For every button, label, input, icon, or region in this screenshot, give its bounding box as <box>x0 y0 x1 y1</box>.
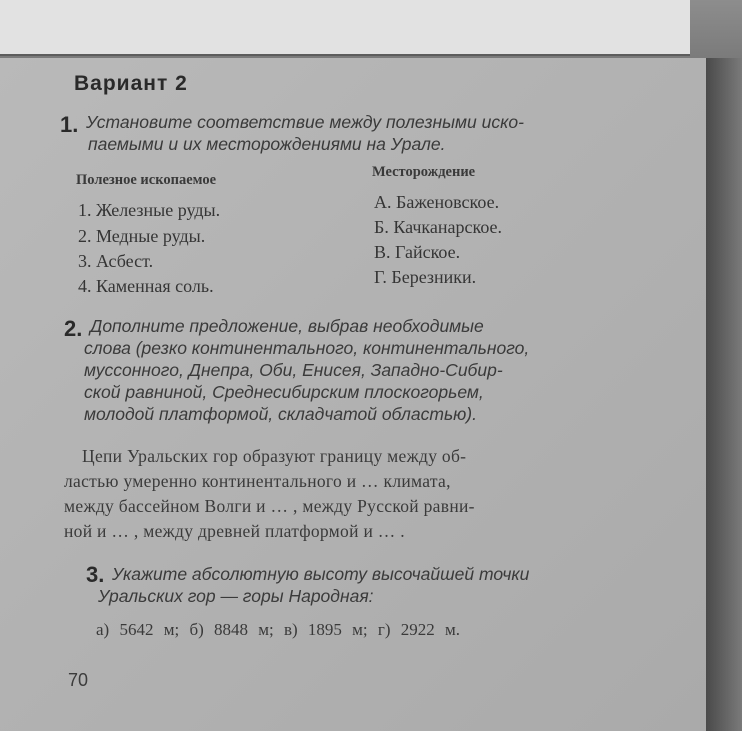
deposit-item: В. Гайское. <box>374 242 461 262</box>
variant-title: Вариант 2 <box>74 72 188 95</box>
mineral-item: 3. Асбест. <box>78 251 154 271</box>
task2-text-line: молодой платформой, складчатой областью). <box>84 404 477 424</box>
deposit-item: Б. Качканарское. <box>374 217 503 237</box>
task2-sentence-line: ной и … , между древней платформой и … . <box>64 521 405 541</box>
mineral-item: 1. Железные руды. <box>78 200 221 220</box>
column-header-deposits: Месторождение <box>372 164 476 180</box>
task1-text-line1: Установите соответствие между полезными иско- <box>86 112 524 132</box>
page-number: 70 <box>68 670 89 690</box>
task2-text-line: ской равниной, Среднесибирским плоскогорьем, <box>84 382 484 402</box>
deposit-item: А. Баженовское. <box>374 192 500 212</box>
task2-sentence-line: ластью умеренно континентального и … климата, <box>64 471 451 491</box>
task3-text-line: Укажите абсолютную высоту высочайшей точки <box>112 564 530 584</box>
task2-text-line: муссонного, Днепра, Оби, Енисея, Западно-Сибир- <box>84 360 503 380</box>
deposit-item: Г. Березники. <box>374 267 477 287</box>
task2-sentence-line: между бассейном Волги и … , между Русской равни- <box>64 496 475 516</box>
mineral-item: 4. Каменная соль. <box>78 276 214 296</box>
task1-text-line2: паемыми и их месторождениями на Урале. <box>88 134 446 154</box>
task3-answer-options: а) 5642 м; б) 8848 м; в) 1895 м; г) 2922 м. <box>96 620 461 639</box>
task1-number: 1. <box>60 112 79 137</box>
task2-number: 2. <box>64 316 83 341</box>
previous-page-edge <box>0 0 690 56</box>
book-spine-shadow <box>706 58 742 731</box>
task2-text-line: слова (резко континентального, континентального, <box>84 338 530 358</box>
task2-text-line: Дополните предложение, выбрав необходимые <box>90 316 484 336</box>
textbook-page <box>0 58 706 731</box>
column-header-minerals: Полезное ископаемое <box>76 172 217 188</box>
mineral-item: 2. Медные руды. <box>78 226 206 246</box>
task3-text-line: Уральских гор — горы Народная: <box>98 586 374 606</box>
task2-sentence-line: Цепи Уральских гор образуют границу между об- <box>82 446 467 466</box>
task3-number: 3. <box>86 562 105 587</box>
